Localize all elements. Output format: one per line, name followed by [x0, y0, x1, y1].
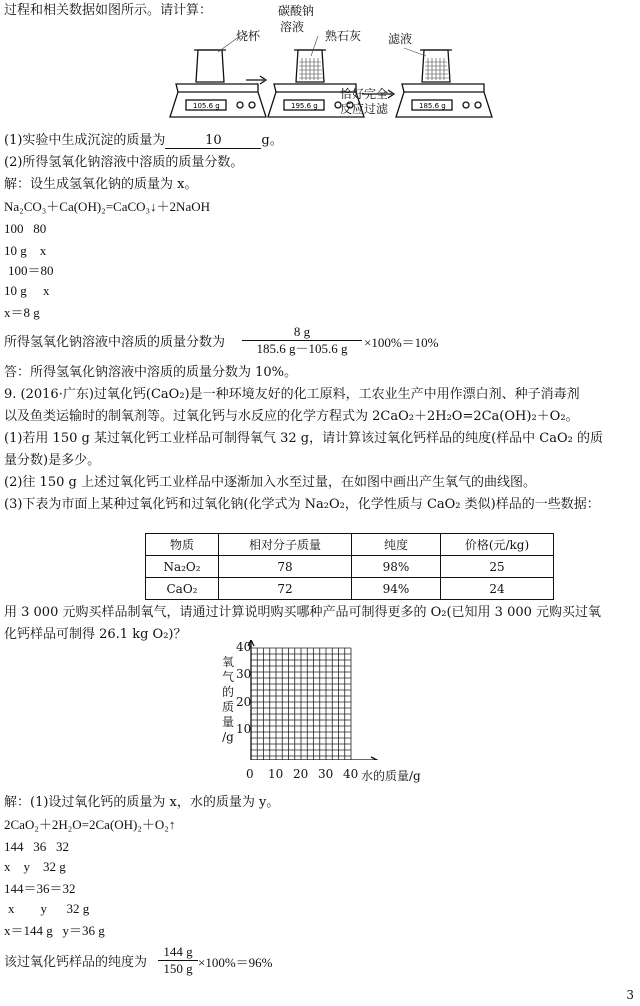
mass-row-4: x y 32 g — [4, 859, 66, 874]
xtick: 30 — [318, 767, 334, 781]
ytick: 30 — [236, 667, 252, 681]
xtick: 0 — [246, 767, 254, 781]
q9-part2: (2)往 150 g 上述过氧化钙工业样品中逐渐加入水至过量，在如图中画出产生氧气的曲线图。 — [4, 475, 536, 490]
ratio-1-numerator — [8, 262, 54, 280]
ratio-2-equals: ＝ — [49, 881, 63, 896]
mass-row-3: 144 36 32 — [4, 839, 69, 854]
data-table — [145, 533, 554, 600]
table-cell: 25 — [441, 556, 554, 578]
solution-2-intro: 解：(1)设过氧化钙的质量为 x，水的质量为 y。 — [4, 795, 280, 810]
table-cell: 72 — [219, 578, 352, 600]
label-filtrate: 滤液 — [388, 32, 413, 46]
ylabel-char: 质 — [221, 700, 234, 714]
ratio-1-denominator: 10 g x — [4, 283, 50, 298]
x-value: x＝8 g — [4, 305, 40, 320]
fraction-prefix: 所得氢氧化钠溶液中溶质的质量分数为 — [4, 335, 226, 350]
table-header: 价格(元/kg) — [441, 534, 554, 556]
xy-values: x＝144 g y＝36 g — [4, 923, 105, 938]
table-row — [146, 556, 554, 578]
q2-line: (2)所得氢氧化钠溶液中溶质的质量分数。 — [4, 155, 244, 170]
experiment-figure — [0, 22, 640, 122]
ratio-2-denominator: x y 32 g — [8, 901, 90, 916]
scale1-reading: 105.6 g — [193, 102, 220, 110]
q9-part3b-line-1: 用 3 000 元购买样品制氧气，请通过计算说明购买哪种产品可制得更多的 O₂(已知用 3 000 元购买过氧 — [4, 605, 602, 620]
table-cell: 94% — [352, 578, 441, 600]
q1-unit: g。 — [261, 133, 283, 148]
fraction-1 — [242, 324, 362, 357]
table-header: 相对分子质量 — [219, 534, 352, 556]
label-lime: 熟石灰 — [325, 29, 362, 43]
xtick: 10 — [268, 767, 284, 781]
ratio-2-c: 32 — [62, 881, 76, 896]
ratio-1-equals: ＝ — [27, 263, 41, 278]
table-header-row — [146, 534, 554, 556]
q1-answer: 10 — [165, 134, 261, 149]
q1-line — [4, 132, 283, 150]
ylabel-char: /g — [222, 730, 234, 744]
ylabel-char: 的 — [221, 685, 234, 699]
xtick: 20 — [293, 767, 309, 781]
purity-fraction — [158, 944, 198, 977]
solution-intro: 解：设生成氢氧化钠的质量为 x。 — [4, 177, 198, 192]
scale2-reading: 195.6 g — [291, 102, 318, 110]
xlabel: 水的质量/g — [361, 769, 421, 783]
ytick: 20 — [236, 695, 252, 709]
scale3-reading: 185.6 g — [419, 102, 446, 110]
q9-line-1: 9. (2016·广东)过氧化钙(CaO₂)是一种环境友好的化工原料，工农业生产中用作漂白剂、种子消毒剂 — [4, 387, 580, 402]
equation-2: 2CaO₂＋2H₂O=2Ca(OH)₂＋O₂↑ — [4, 817, 176, 832]
ratio-1-left: 100 — [8, 263, 28, 278]
ylabel-char: 氧 — [221, 655, 234, 669]
q9-part1-line-1: (1)若用 150 g 某过氧化钙工业样品可制得氧气 32 g，请计算该过氧化钙样品的纯度(样品中 CaO₂ 的质 — [4, 431, 603, 446]
q9-line-2: 以及鱼类运输时的制氧剂等。过氧化钙与水反应的化学方程式为 2CaO₂＋2H₂O=2Ca(OH)₂＋O₂。 — [4, 409, 579, 424]
mass-row-1: 100 80 — [4, 221, 47, 236]
ratio-2-b: 36 — [36, 881, 50, 896]
grid-ylabel — [220, 655, 236, 745]
label-na2co3-line1: 碳酸钠 — [278, 4, 315, 18]
table-cell: 78 — [219, 556, 352, 578]
fraction-1-denominator: 185.6 g－105.6 g — [242, 340, 362, 357]
purity-suffix: ×100%＝96% — [198, 955, 273, 970]
page-number: 3 — [626, 988, 634, 1002]
table-header: 纯度 — [352, 534, 441, 556]
q9-part1-line-2: 量分数)是多少。 — [4, 453, 101, 468]
xtick: 40 — [343, 767, 359, 781]
answer-grid — [245, 640, 415, 760]
ratio-2-numerator — [4, 880, 76, 898]
fraction-suffix: ×100%＝10% — [364, 335, 439, 350]
ytick: 40 — [236, 640, 252, 654]
fraction-1-numerator: 8 g — [293, 324, 311, 339]
table-cell: 24 — [441, 578, 554, 600]
table-cell: CaO₂ — [146, 578, 219, 600]
ratio-2-a: 144 — [4, 881, 24, 896]
purity-prefix: 该过氧化钙样品的纯度为 — [4, 955, 148, 970]
label-react-line1: 恰好完全 — [340, 87, 389, 101]
q9-part3b-line-2: 化钙样品可制得 26.1 kg O₂)？ — [4, 627, 187, 642]
label-react-line2: 反应过滤 — [340, 102, 389, 116]
answer-1: 答：所得氢氧化钠溶液中溶质的质量分数为 10%。 — [4, 365, 298, 380]
table-cell: 98% — [352, 556, 441, 578]
q9-part3: (3)下表为市面上某种过氧化钙和过氧化钠(化学式为 Na₂O₂，化学性质与 CaO₂ 类似)样品的一些数据： — [4, 497, 600, 512]
mass-row-2: 10 g x — [4, 243, 47, 258]
ylabel-char: 量 — [221, 715, 234, 729]
ytick: 10 — [236, 722, 252, 736]
table-header: 物质 — [146, 534, 219, 556]
label-beaker: 烧杯 — [236, 29, 261, 43]
purity-numerator: 144 g — [163, 944, 193, 959]
table-row — [146, 578, 554, 600]
ratio-1-right: 80 — [40, 263, 54, 278]
ylabel-char: 气 — [221, 670, 234, 684]
equation-1: Na₂CO₃＋Ca(OH)₂=CaCO₃↓＋2NaOH — [4, 199, 210, 214]
q1-prefix: (1)实验中生成沉淀的质量为 — [4, 133, 166, 148]
label-na2co3-line2: 溶液 — [280, 20, 305, 34]
purity-denominator: 150 g — [158, 960, 198, 977]
intro-line: 过程和相关数据如图所示。请计算： — [4, 3, 213, 18]
ratio-2-equals: ＝ — [23, 881, 37, 896]
table-cell: Na₂O₂ — [146, 556, 219, 578]
